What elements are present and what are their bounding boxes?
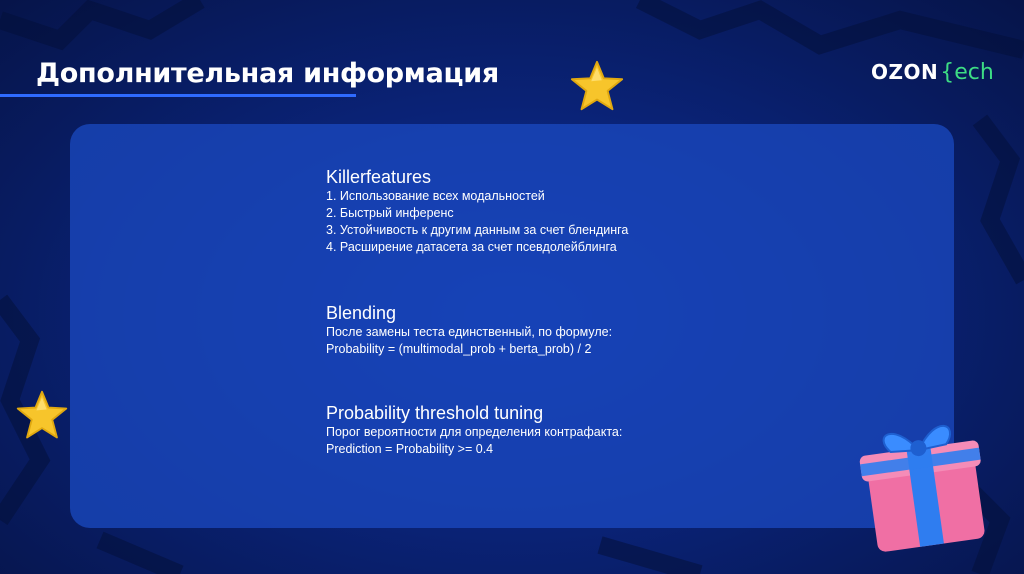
list-item: 4. Расширение датасета за счет псевдолейблинга <box>326 240 617 254</box>
section-threshold <box>326 402 622 458</box>
text-line: Prediction = Probability >= 0.4 <box>326 442 494 456</box>
gift-box-icon <box>852 408 992 556</box>
text-line: Probability = (multimodal_prob + berta_prob) / 2 <box>326 342 592 356</box>
logo-tech: {ech <box>940 60 994 85</box>
text-line: После замены теста единственный, по формуле: <box>326 325 613 339</box>
section-killerfeatures <box>326 166 628 256</box>
section-blending <box>326 302 612 358</box>
list-item: 1. Использование всех модальностей <box>326 189 545 203</box>
logo-ozon: OZON <box>871 60 939 84</box>
list-item: 2. Быстрый инференс <box>326 206 454 220</box>
title-underline <box>0 94 356 97</box>
text-line: Порог вероятности для определения контрафакта: <box>326 425 623 439</box>
star-icon <box>568 58 626 116</box>
section-heading: Killerfeatures <box>326 167 432 187</box>
section-heading: Probability threshold tuning <box>326 403 544 423</box>
star-icon <box>14 388 70 444</box>
section-heading: Blending <box>326 303 397 323</box>
list-item: 3. Устойчивость к другим данным за счет блендинга <box>326 223 629 237</box>
page-title: Дополнительная информация <box>36 58 499 89</box>
brand-logo <box>871 60 994 85</box>
